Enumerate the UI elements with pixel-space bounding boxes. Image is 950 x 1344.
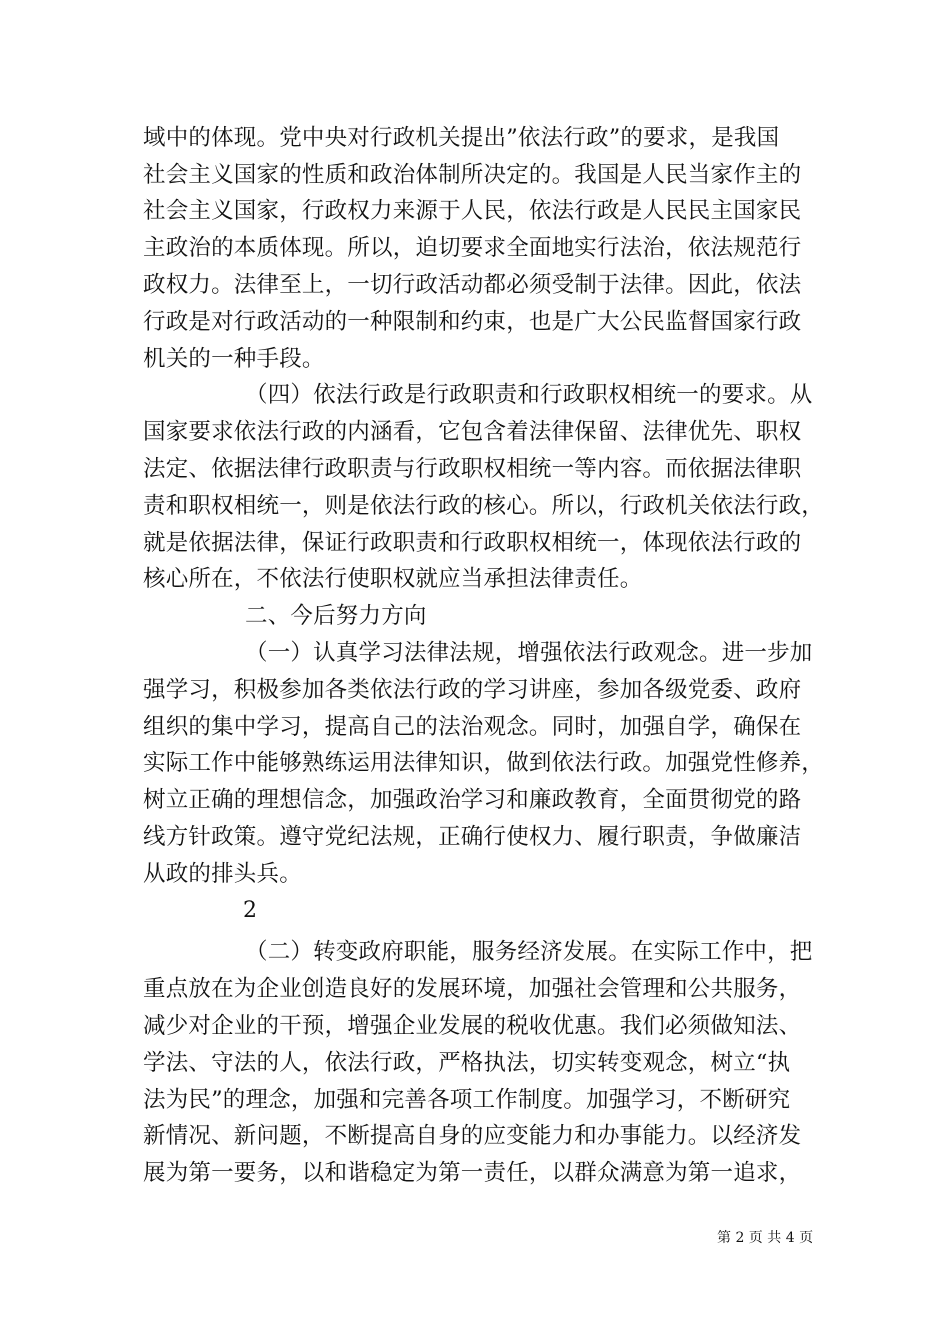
text-line: 主政治的本质体现。所以，迫切要求全面地实行法治，依法规范行 (143, 235, 802, 261)
text-line: 法为民”的理念，加强和完善各项工作制度。加强学习，不断研究 (143, 1087, 791, 1113)
text-line: 核心所在，不依法行使职权就应当承担法律责任。 (143, 566, 643, 592)
text-line: 域中的体现。党中央对行政机关提出”依法行政”的要求，是我国 (143, 125, 780, 151)
text-line: 新情况、新问题，不断提高自身的应变能力和办事能力。以经济发 (143, 1123, 802, 1149)
inline-page-number: 2 (243, 898, 257, 923)
page-footer: 第 2 页 共 4 页 (717, 1230, 814, 1246)
text-line: 学法、守法的人，依法行政，严格执法，切实转变观念，树立“执 (143, 1050, 791, 1076)
text-line: 强学习，积极参加各类依法行政的学习讲座，参加各级党委、政府 (143, 677, 802, 703)
text-line: 责和职权相统一，则是依法行政的核心。所以，行政机关依法行政， (143, 493, 825, 519)
text-line: 社会主义国家的性质和政治体制所决定的。我国是人民当家作主的 (143, 162, 802, 188)
subsection-heading-2: （二）转变政府职能，服务经济发展。在实际工作中，把 (245, 939, 813, 965)
subsection-heading-1: （一）认真学习法律法规，增强依法行政观念。进一步加 (245, 640, 813, 666)
text-line: 社会主义国家，行政权力来源于人民，依法行政是人民民主国家民 (143, 198, 802, 224)
section-heading-2: 二、今后努力方向 (245, 603, 427, 629)
text-line: 实际工作中能够熟练运用法律知识，做到依法行政。加强党性修养， (143, 750, 825, 776)
text-line: 行政是对行政活动的一种限制和约束，也是广大公民监督国家行政 (143, 309, 802, 335)
text-line: 政权力。法律至上，一切行政活动都必须受制于法律。因此，依法 (143, 272, 802, 298)
text-line: 减少对企业的干预，增强企业发展的税收优惠。我们必须做知法、 (143, 1013, 802, 1039)
text-line: 机关的一种手段。 (143, 346, 325, 372)
text-line: 国家要求依法行政的内涵看，它包含着法律保留、法律优先、职权 (143, 419, 802, 445)
section-heading-4: （四）依法行政是行政职责和行政职权相统一的要求。从 (245, 382, 813, 408)
text-line: 重点放在为企业创造良好的发展环境，加强社会管理和公共服务， (143, 976, 802, 1002)
text-line: 法定、依据法律行政职责与行政职权相统一等内容。而依据法律职 (143, 456, 802, 482)
text-line: 从政的排头兵。 (143, 861, 302, 887)
text-line: 就是依据法律，保证行政职责和行政职权相统一，体现依法行政的 (143, 530, 802, 556)
text-line: 展为第一要务，以和谐稳定为第一责任，以群众满意为第一追求， (143, 1160, 802, 1186)
text-line: 树立正确的理想信念，加强政治学习和廉政教育，全面贯彻党的路 (143, 787, 802, 813)
text-line: 线方针政策。遵守党纪法规，正确行使权力、履行职责，争做廉洁 (143, 824, 802, 850)
text-line: 组织的集中学习，提高自己的法治观念。同时，加强自学，确保在 (143, 714, 802, 740)
